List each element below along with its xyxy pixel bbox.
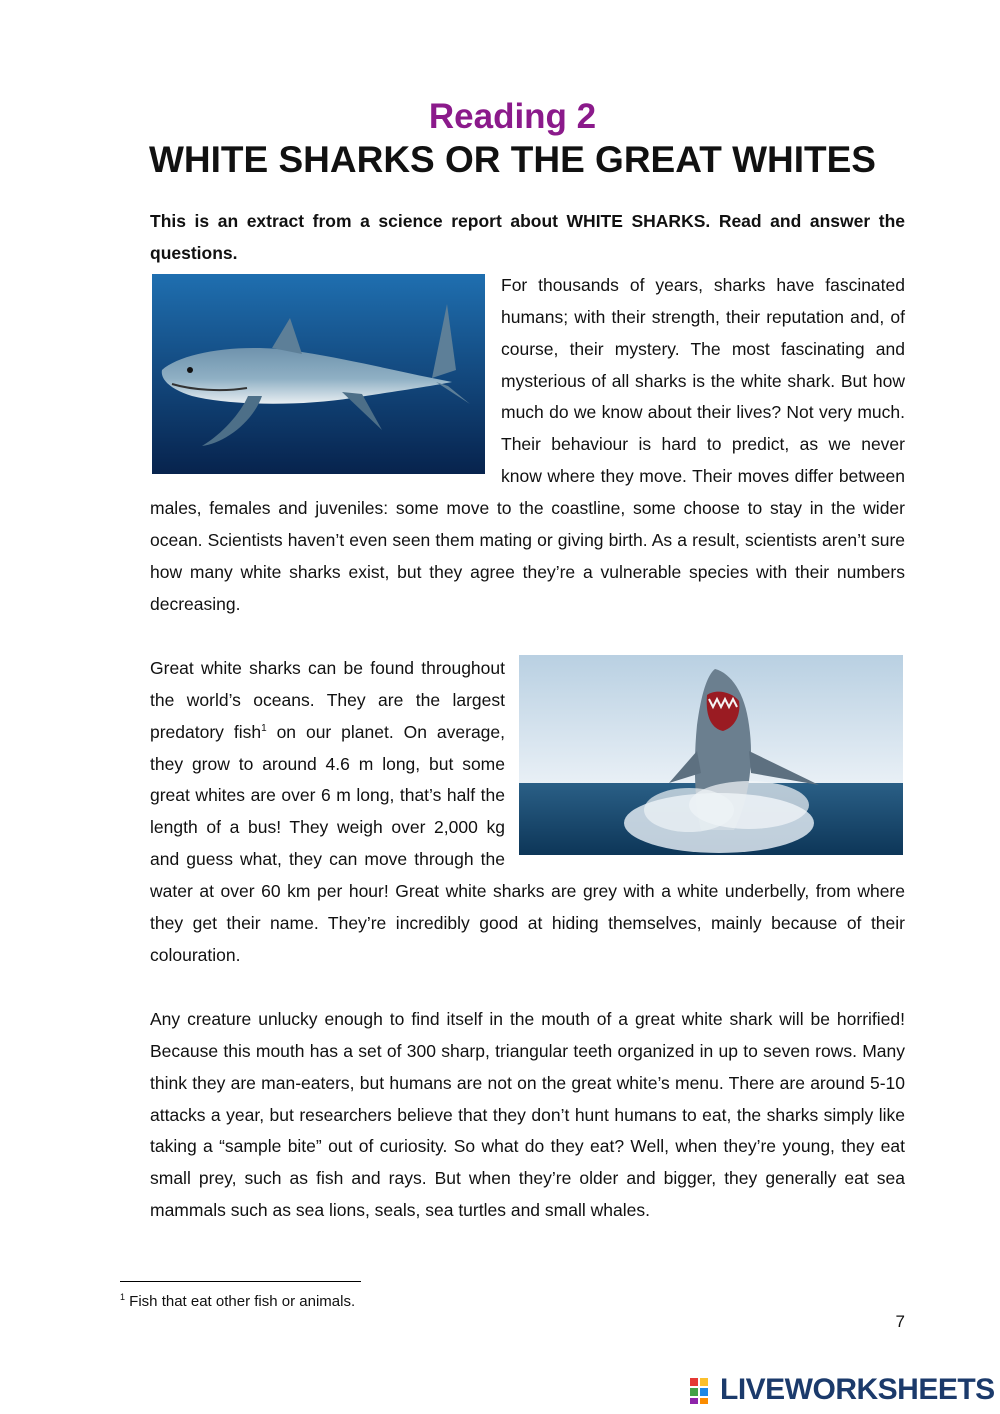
- paragraph-2-end: on our planet. On average, they grow to around 4.6 m long, but some great whites are over 6 m long, that’s half the length of a bus! They weigh over 2,000 kg and guess what, they can move through the water at over 60 km per hour! Great white sharks are grey with a white underbelly, from where they get their name. They’re incredibly good at hiding themselves, mainly because of their colouration.: [150, 721, 905, 965]
- liveworksheets-grid-icon: [690, 1376, 718, 1404]
- paragraph-2-start: Great white sharks can be found throughout the world’s oceans. They are the largest predatory fish: [150, 657, 505, 742]
- footnote-divider: [120, 1281, 361, 1282]
- footnote-marker: 1: [120, 1292, 126, 1302]
- page-number: 7: [895, 1312, 905, 1331]
- swimming-shark-image: [152, 274, 485, 474]
- footnote: [120, 1293, 355, 1311]
- reading-number: Reading 2: [428, 97, 597, 136]
- footnote-reference: 1: [261, 722, 267, 734]
- footnote-text: Fish that eat other fish or animals.: [125, 1293, 356, 1310]
- article-body: [150, 206, 905, 1227]
- page-title: WHITE SHARKS OR THE GREAT WHITES: [149, 139, 876, 180]
- instructions: This is an extract from a science report about WHITE SHARKS. Read and answer the questions.: [150, 211, 905, 263]
- liveworksheets-logo: [690, 1370, 995, 1410]
- logo-text: LIVEWORKSHEETS: [720, 1373, 995, 1406]
- breaching-shark-image: [519, 655, 903, 855]
- paragraph-3: Any creature unlucky enough to find itself in the mouth of a great white shark will be horrified! Because this mouth has a set of 300 sharp, triangular teeth organized in up to seven rows. Many think they are man-eaters, but humans are not on the great white’s menu. There are around 5-10 attacks a year, but researchers believe that they don’t hunt humans to eat, the sharks simply like taking a “sample bite” out of curiosity. So what do they eat? Well, when they’re young, they eat small prey, such as fish and rays. But when they’re older and bigger, they generally eat sea mammals such as sea lions, seals, sea turtles and small whales.: [150, 1008, 905, 1221]
- paragraph-1: For thousands of years, sharks have fascinated humans; with their strength, their reputation and, of course, their mystery. The most fascinating and mysterious of all sharks is the white shark. But how much do we know about their lives? Not very much. Their behaviour is hard to predict, as we never know where they move. Their moves differ between males, females and juveniles: some move to the coastline, some choose to stay in the wider ocean. Scientists haven’t even seen them mating or giving birth. As a result, scientists aren’t sure how many white sharks exist, but they agree they’re a vulnerable species with their numbers decreasing.: [150, 274, 905, 614]
